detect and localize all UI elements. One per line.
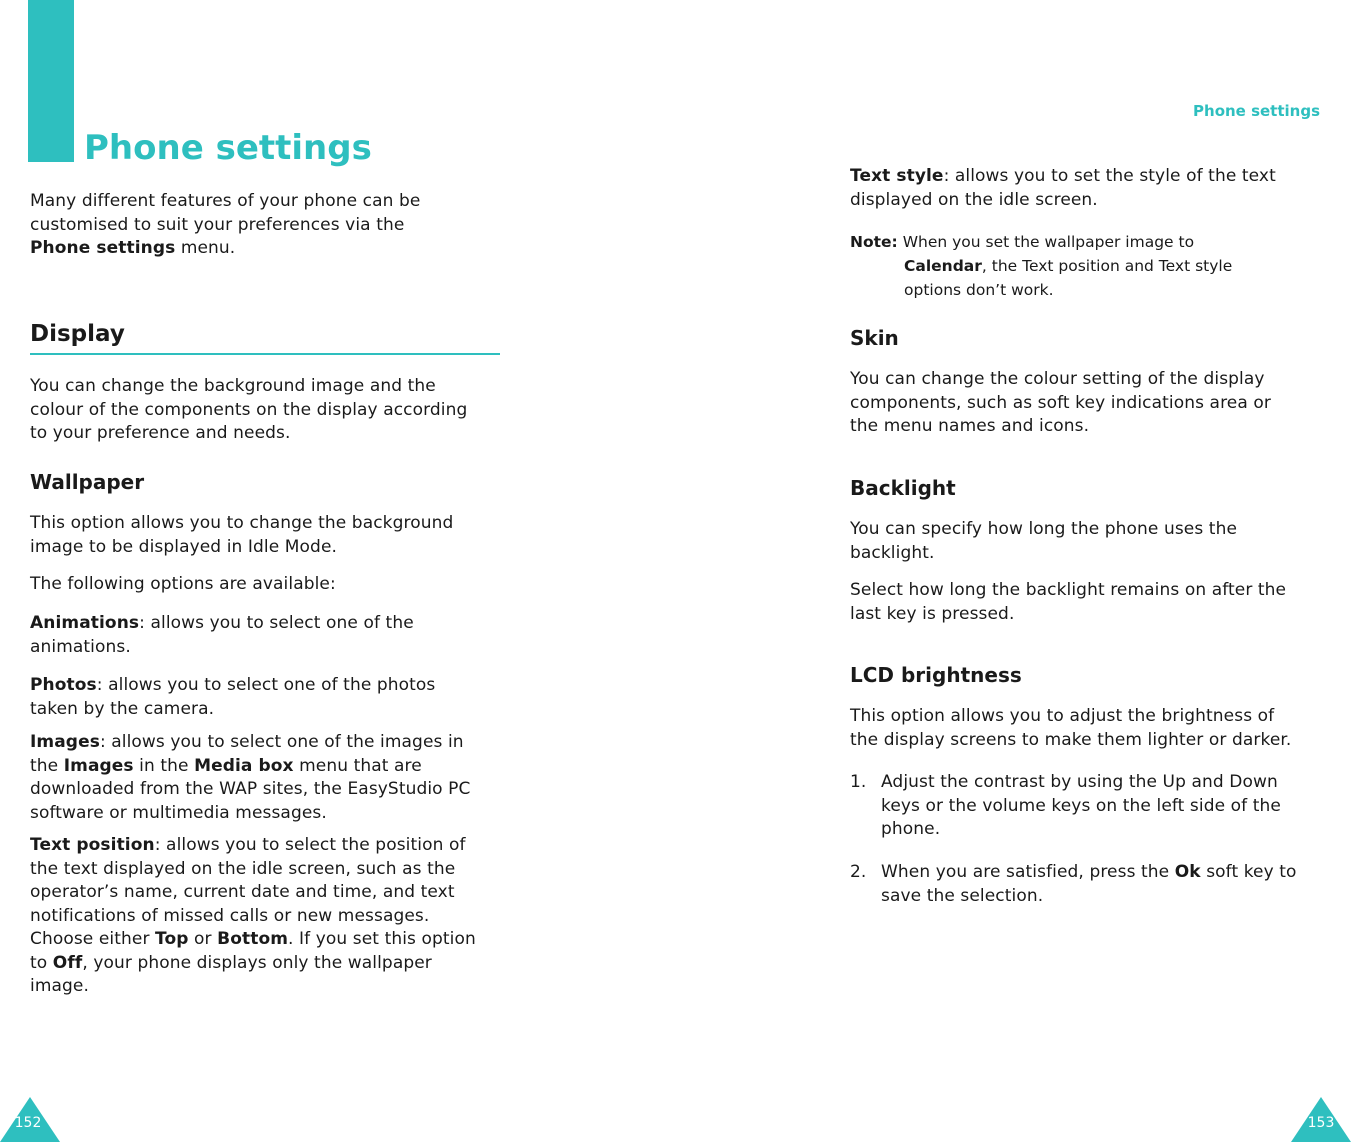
backlight-paragraph-2: Select how long the backlight remains on after the last key is pressed. xyxy=(850,580,1287,624)
display-heading-rule xyxy=(30,353,500,355)
display-paragraph: You can change the background image and the colour of the components on the display according to your preference and needs. xyxy=(30,376,468,443)
lcd-brightness-heading: LCD brightness xyxy=(850,663,1022,687)
option-photos: Photos: allows you to select one of the photos taken by the camera. xyxy=(30,675,436,719)
backlight-paragraph-1: You can specify how long the phone uses the backlight. xyxy=(850,519,1238,563)
step-2-number: 2. xyxy=(850,862,867,882)
backlight-heading: Backlight xyxy=(850,476,956,500)
note-label: Note: xyxy=(850,233,898,251)
wallpaper-paragraph: This option allows you to change the background image to be displayed in Idle Mode. xyxy=(30,513,454,557)
option-animations: Animations: allows you to select one of the animations. xyxy=(30,613,414,657)
skin-heading: Skin xyxy=(850,326,899,350)
options-intro: The following options are available: xyxy=(30,574,336,594)
display-heading: Display xyxy=(30,321,125,347)
page-number-left: 152 xyxy=(14,1115,42,1131)
chapter-title: Phone settings xyxy=(84,128,372,168)
step-2: 2. When you are satisfied, press the Ok soft key to save the selection. xyxy=(850,862,1297,906)
note-box: Note: When you set the wallpaper image to Calendar, the Text position and Text style options don’t work. xyxy=(850,233,1233,299)
option-images: Images: allows you to select one of the images in the Images in the Media box menu that are downloaded from the WAP sites, the EasyStudio PC software or multimedia messages. xyxy=(30,732,471,823)
option-text-style: Text style: allows you to set the style of the text displayed on the idle screen. xyxy=(850,166,1276,210)
step-1-number: 1. xyxy=(850,772,867,792)
lcd-paragraph: This option allows you to adjust the brightness of the display screens to make them lighter or darker. xyxy=(850,706,1292,750)
wallpaper-heading: Wallpaper xyxy=(30,470,145,494)
skin-paragraph: You can change the colour setting of the display components, such as soft key indications area or the menu names and icons. xyxy=(850,369,1271,436)
option-text-position: Text position: allows you to select the position of the text displayed on the idle screen, such as the operator’s name, current date and time, and text notifications of missed calls or new messages. Choose either Top or Bottom. If you set this option to Off, your phone displays only the wallpaper image. xyxy=(30,835,476,996)
page-number-right: 153 xyxy=(1307,1115,1335,1131)
running-header: Phone settings xyxy=(1193,102,1320,120)
step-1: 1. Adjust the contrast by using the Up and Down keys or the volume keys on the left side of the phone. xyxy=(850,772,1281,839)
chapter-tab-bar xyxy=(28,0,74,162)
intro-paragraph: Many different features of your phone can be customised to suit your preferences via the Phone settings menu. xyxy=(30,191,421,258)
